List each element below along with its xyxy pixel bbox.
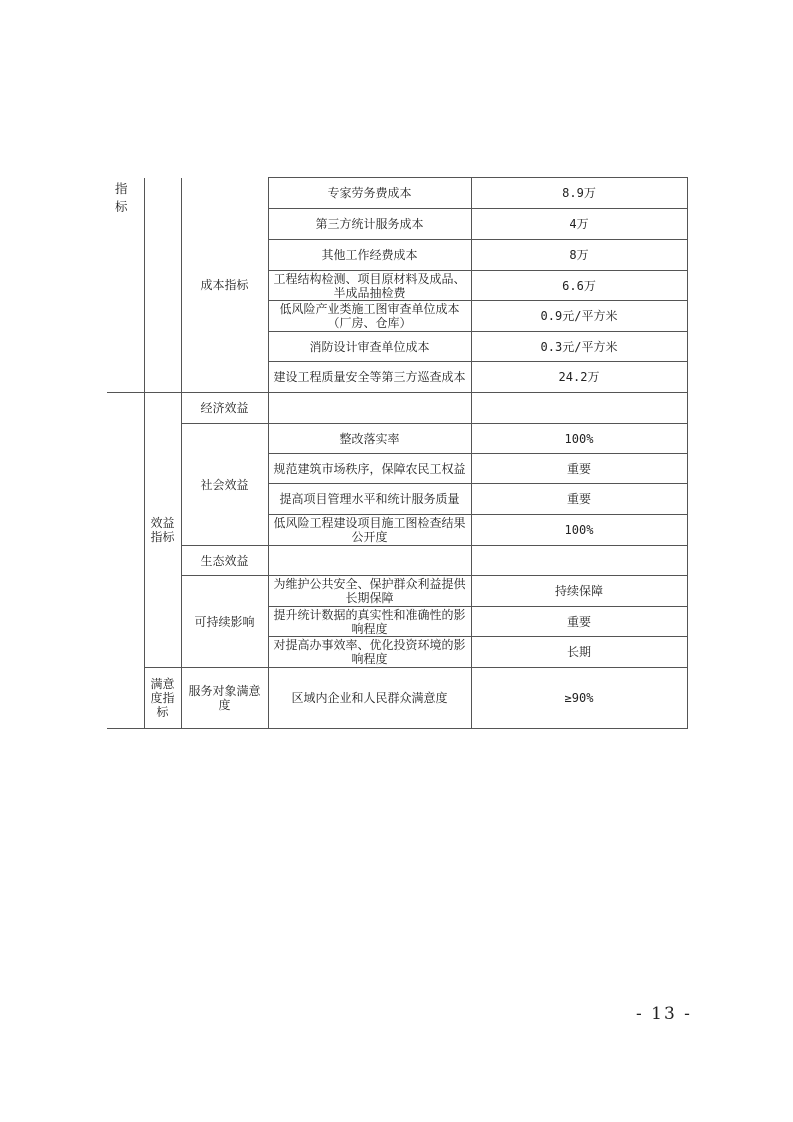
indicator-value: 100% bbox=[471, 424, 687, 454]
table-row bbox=[107, 424, 687, 454]
indicator-name: 区域内企业和人民群众满意度 bbox=[268, 668, 471, 729]
level2-label: 社会效益 bbox=[181, 424, 268, 546]
table-row bbox=[107, 576, 687, 607]
indicator-name: 提高项目管理水平和统计服务质量 bbox=[268, 484, 471, 515]
indicator-name: 为维护公共安全、保护群众利益提供长期保障 bbox=[268, 576, 471, 607]
indicator-name: 整改落实率 bbox=[268, 424, 471, 454]
indicator-value-empty bbox=[471, 393, 687, 424]
level1-label: 满意度指标 bbox=[144, 668, 181, 729]
indicator-name-empty bbox=[268, 393, 471, 424]
indicator-value: 4万 bbox=[471, 209, 687, 240]
level2-blank-cell bbox=[144, 178, 181, 393]
table-row bbox=[107, 546, 687, 576]
indicator-name: 工程结构检测、项目原材料及成品、半成品抽检费 bbox=[268, 271, 471, 301]
indicator-value: 24.2万 bbox=[471, 362, 687, 393]
indicator-name: 低风险产业类施工图审查单位成本（厂房、仓库） bbox=[268, 301, 471, 332]
indicator-name: 消防设计审查单位成本 bbox=[268, 332, 471, 362]
indicator-value: 持续保障 bbox=[471, 576, 687, 607]
indicator-name: 低风险工程建设项目施工图检查结果公开度 bbox=[268, 515, 471, 546]
indicator-name: 对提高办事效率、优化投资环境的影响程度 bbox=[268, 637, 471, 668]
indicator-value: 重要 bbox=[471, 484, 687, 515]
level2-label: 经济效益 bbox=[181, 393, 268, 424]
indicator-name: 建设工程质量安全等第三方巡查成本 bbox=[268, 362, 471, 393]
indicator-name: 其他工作经费成本 bbox=[268, 240, 471, 271]
indicator-name: 专家劳务费成本 bbox=[268, 178, 471, 209]
performance-indicator-table bbox=[107, 177, 688, 729]
indicator-name: 第三方统计服务成本 bbox=[268, 209, 471, 240]
indicator-value: 0.3元/平方米 bbox=[471, 332, 687, 362]
indicator-value: 重要 bbox=[471, 454, 687, 484]
indicator-name-empty bbox=[268, 546, 471, 576]
indicator-value: 长期 bbox=[471, 637, 687, 668]
indicator-value: 0.9元/平方米 bbox=[471, 301, 687, 332]
table-row bbox=[107, 668, 687, 729]
indicator-value: 8万 bbox=[471, 240, 687, 271]
level2-label: 可持续影响 bbox=[181, 576, 268, 668]
level2-label: 服务对象满意度 bbox=[181, 668, 268, 729]
indicator-value: 8.9万 bbox=[471, 178, 687, 209]
level1-label: 效益指标 bbox=[144, 393, 181, 668]
indicator-name: 提升统计数据的真实性和准确性的影响程度 bbox=[268, 607, 471, 637]
indicator-value-empty bbox=[471, 546, 687, 576]
level2-label: 成本指标 bbox=[181, 178, 268, 393]
level1-blank-cell bbox=[107, 668, 144, 729]
level2-label: 生态效益 bbox=[181, 546, 268, 576]
level1-blank-cell bbox=[107, 393, 144, 668]
indicator-value: ≥90% bbox=[471, 668, 687, 729]
indicator-value: 100% bbox=[471, 515, 687, 546]
table-row bbox=[107, 393, 687, 424]
table-row bbox=[107, 178, 687, 209]
indicator-value: 6.6万 bbox=[471, 271, 687, 301]
level1-label: 指 标 bbox=[107, 178, 144, 393]
page-number: - 13 - bbox=[636, 1004, 692, 1024]
indicator-name: 规范建筑市场秩序，保障农民工权益 bbox=[268, 454, 471, 484]
indicator-value: 重要 bbox=[471, 607, 687, 637]
